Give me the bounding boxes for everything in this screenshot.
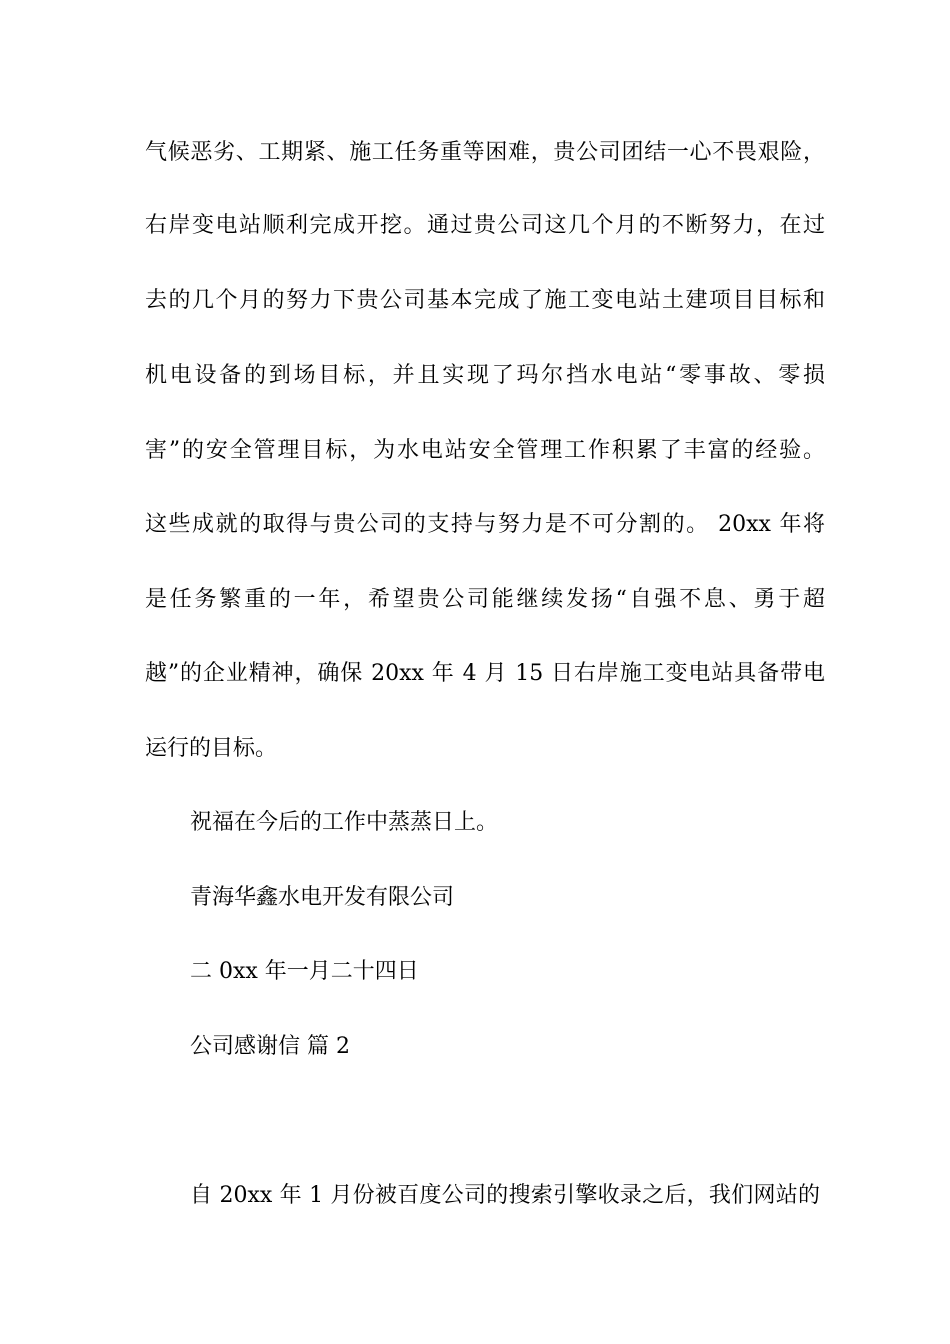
body-line-7: 是任务繁重的一年，希望贵公司能继续发扬“自强不息、勇于超 (145, 587, 825, 612)
signature-date: 二 0xx 年一月二十四日 (190, 959, 419, 984)
section-title: 公司感谢信 篇 2 (190, 1034, 350, 1059)
body-line-4: 机电设备的到场目标，并且实现了玛尔挡水电站“零事故、零损 (145, 363, 825, 388)
closing-line: 祝福在今后的工作中蒸蒸日上。 (190, 810, 499, 835)
body-line-6: 这些成就的取得与贵公司的支持与努力是不可分割的。 20xx 年将 (145, 512, 825, 537)
body-line-3: 去的几个月的努力下贵公司基本完成了施工变电站土建项目目标和 (145, 288, 825, 313)
body-line-1: 气候恶劣、工期紧、施工任务重等困难，贵公司团结一心不畏艰险， (145, 140, 825, 165)
next-paragraph-line: 自 20xx 年 1 月份被百度公司的搜索引擎收录之后，我们网站的 (190, 1183, 820, 1208)
body-line-5: 害”的安全管理目标，为水电站安全管理工作积累了丰富的经验。 (145, 438, 825, 463)
signature-company: 青海华鑫水电开发有限公司 (190, 885, 455, 910)
body-line-2: 右岸变电站顺利完成开挖。通过贵公司这几个月的不断努力，在过 (145, 213, 825, 238)
body-line-9: 运行的目标。 (145, 736, 278, 761)
body-line-8: 越”的企业精神，确保 20xx 年 4 月 15 日右岸施工变电站具备带电 (145, 661, 825, 686)
